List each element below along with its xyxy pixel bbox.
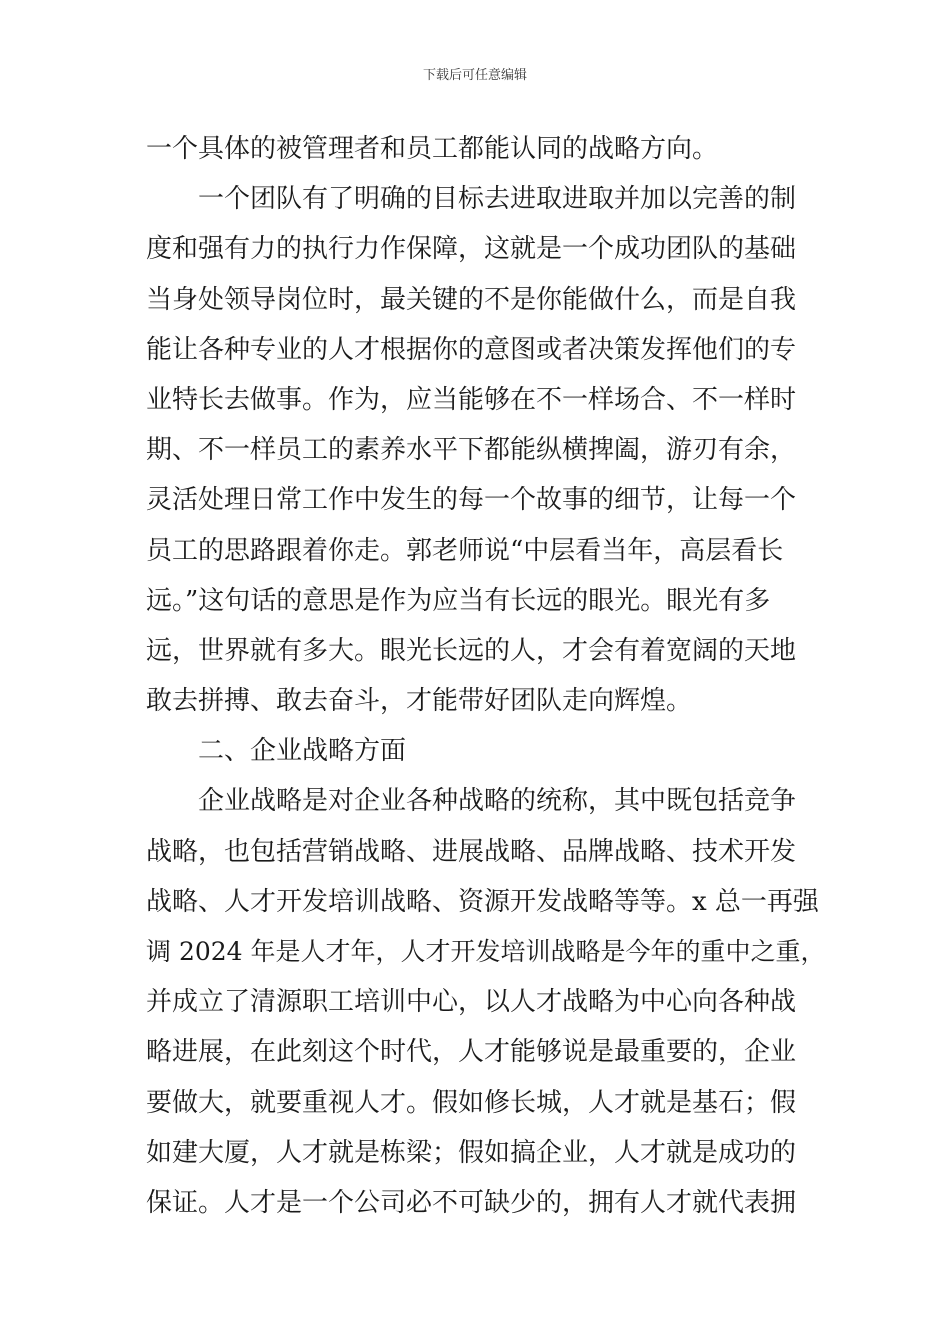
section-heading: 二、企业战略方面 xyxy=(198,736,407,767)
text-line: 灵活处理日常工作中发生的每一个故事的细节，让每一个 xyxy=(146,485,797,516)
text-line: 期、不一样员工的素养水平下都能纵横捭阖，游刃有余， xyxy=(146,435,797,466)
text-line: 敢去拼搏、敢去奋斗，才能带好团队走向辉煌。 xyxy=(146,686,693,717)
text-line: 度和强有力的执行力作保障，这就是一个成功团队的基础 xyxy=(146,234,797,265)
text-line: 如建大厦，人才就是栋梁；假如搞企业，人才就是成功的 xyxy=(146,1137,797,1168)
text-line: 员工的思路跟着你走。郭老师说“中层看当年，高层看长 xyxy=(146,535,784,566)
text-line: 能让各种专业的人才根据你的意图或者决策发挥他们的专 xyxy=(146,334,797,365)
text-line: 要做大，就要重视人才。假如修长城，人才就是基石；假 xyxy=(146,1087,797,1118)
text-line: 调 2024 年是人才年，人才开发培训战略是今年的重中之重， xyxy=(146,937,826,966)
text-line: 远。”这句话的意思是作为应当有长远的眼光。眼光有多 xyxy=(146,585,771,616)
text-line: 当身处领导岗位时，最关键的不是你能做什么，而是自我 xyxy=(146,284,797,315)
document-body xyxy=(146,124,826,1228)
text-line: 略进展，在此刻这个时代，人才能够说是最重要的，企业 xyxy=(146,1037,797,1068)
page-header: 下载后可任意编辑 xyxy=(422,68,527,83)
text-line: 一个具体的被管理者和员工都能认同的战略方向。 xyxy=(146,134,719,164)
text-line: 业特长去做事。作为，应当能够在不一样场合、不一样时 xyxy=(146,384,797,415)
text-line: 并成立了清源职工培训中心，以人才战略为中心向各种战 xyxy=(146,987,797,1018)
text-line: 远，世界就有多大。眼光长远的人，才会有着宽阔的天地 xyxy=(146,635,797,666)
text-line: 战略、人才开发培训战略、资源开发战略等等。x 总一再强 xyxy=(146,886,819,917)
text-line: 保证。人才是一个公司必不可缺少的，拥有人才就代表拥 xyxy=(146,1187,797,1218)
text-line: 一个团队有了明确的目标去进取进取并加以完善的制 xyxy=(198,184,797,215)
text-line: 战略，也包括营销战略、进展战略、品牌战略、技术开发 xyxy=(146,836,797,867)
text-line: 企业战略是对企业各种战略的统称，其中既包括竞争 xyxy=(198,786,797,817)
